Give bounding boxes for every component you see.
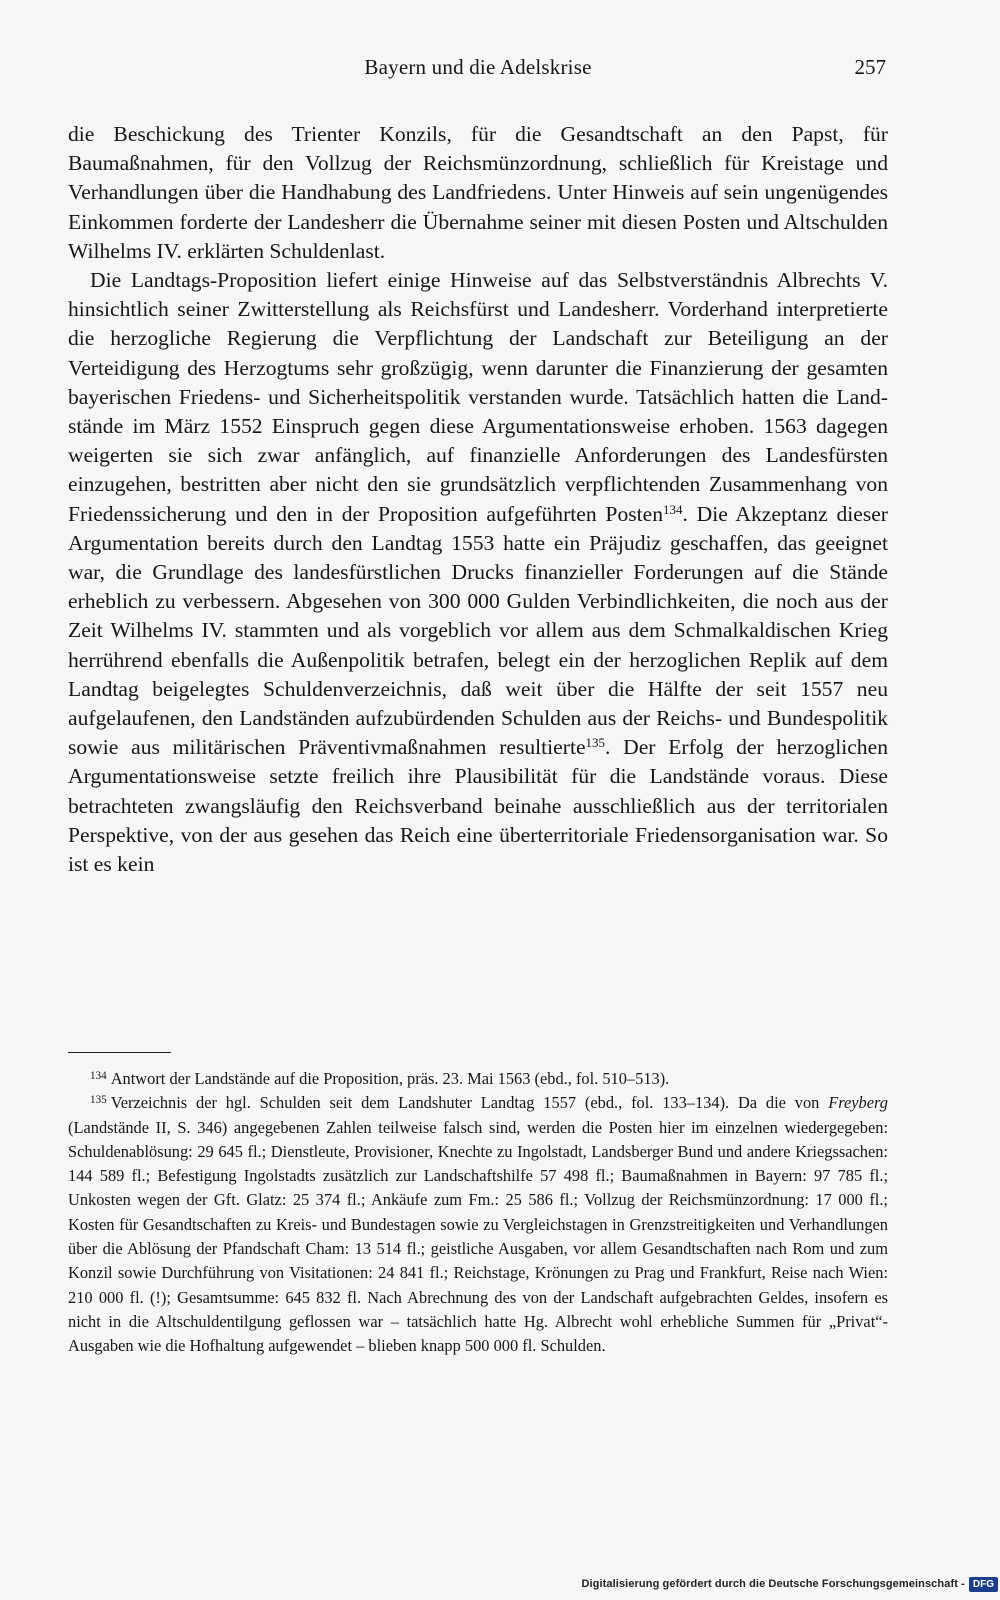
footnote-135-author: Freyberg [828, 1093, 888, 1113]
digitization-credit-bar [581, 1574, 1000, 1594]
running-head: Bayern und die Adelskrise [364, 55, 592, 79]
paragraph-2-text-c: . Der Erfolg der herzoglichen Argumentationsweise setzte freilich ihre Plausibilität für die Landstände voraus. Diese betrachteten zwangsläufig den Reichsverband beinahe ausschließlich aus der territorialen Perspektive, von der aus gesehen das Reich eine überterritoriale Friedensorganisation war. So ist es kein [68, 735, 888, 877]
digitization-credit: Digitalisierung gefördert durch die Deutsche Forschungsgemeinschaft - [581, 1578, 965, 1590]
paragraph-2-text-b: . Die Akzeptanz dieser Argumentation bereits durch den Landtag 1553 hatte ein Präjudiz geschaffen, das geeignet war, die Grundlage des landesfürstlichen Drucks finanzieller Forderungen auf die Stände erheblich zu verbessern. Abgesehen von 300 000 Gulden Verbindlichkeiten, die noch aus der Zeit Wilhelms IV. stammten und als vorgeblich vor allem aus dem Schmalkaldischen Krieg herrührend ebenfalls die Außenpolitik betrafen, belegt ein der herzoglichen Replik auf dem Landtag beigelegtes Schuldenverzeichnis, daß weit über die Hälfte der seit 1557 neu aufgelaufenen, den Landständen aufzubürdenden Schulden aus der Reichs- und Bundespolitik sowie aus militärischen Präventivmaßnahmen resultierte [68, 501, 888, 760]
footnote-134 [68, 1067, 888, 1091]
paragraph-2 [68, 266, 888, 879]
footnote-separator [68, 1052, 171, 1053]
footnote-135-text-a: Verzeichnis der hgl. Schulden seit dem Landshuter Landtag 1557 (ebd., fol. 133–134). Da die von [110, 1093, 829, 1113]
paragraph-1: die Beschickung des Trienter Konzils, für die Gesandtschaft an den Papst, für Baumaßnahmen, für den Vollzug der Reichsmünzordnung, schließlich für Kreistage und Verhandlungen über die Handhabung des Landfriedens. Unter Hinweis auf sein ungenügendes Einkommen forderte der Landesherr die Übernahme seiner mit diesen Posten und Altschulden Wilhelms IV. erklärten Schuldenlast. [68, 122, 888, 263]
footnotes [68, 1067, 888, 1359]
paragraph-2-text-a: Die Landtags-Proposition liefert einige Hinweise auf das Selbstverständnis Albrechts V. hinsichtlich seiner Zwitterstellung als Reichsfürst und Landesherr. Vorderhand interpretierte die herzogliche Regierung die Verpflichtung der Landschaft zur Beteiligung an der Verteidigung des Herzogtums sehr großzügig, wenn darunter die Finanzierung der gesamten bayerischen Friedens- und Sicherheitspolitik verstanden wurde. Tatsächlich hatten die Landstände im März 1552 Einspruch gegen diese Argumentationsweise erhoben. 1563 dagegen weigerten sie sich zwar anfänglich, auf finanzielle Anforderungen des Landesfürsten einzugehen, bestritten aber nicht den sie grundsätzlich verpflichtenden Zusammenhang von Friedenssicherung und den in der Proposition aufgeführten Posten [68, 268, 888, 526]
dfg-logo: DFG [969, 1577, 998, 1592]
footnote-134-number: 134 [90, 1069, 107, 1082]
footnote-ref-134[interactable]: 134 [663, 501, 683, 517]
main-text [68, 120, 888, 879]
page-header [68, 55, 888, 87]
footnote-135 [68, 1091, 888, 1358]
page-number: 257 [854, 55, 886, 79]
footnote-134-text: Antwort der Landstände auf die Proposition, präs. 23. Mai 1563 (ebd., fol. 510–513). [110, 1069, 670, 1088]
footnote-ref-135[interactable]: 135 [585, 735, 605, 751]
footnote-135-number: 135 [90, 1094, 107, 1107]
footnote-135-text-b: (Landstände II, S. 346) angegebenen Zahlen teilweise falsch sind, werden die Posten hier im einzelnen wiedergegeben: Schuldenablösung: 29 645 fl.; Dienstleute, Provisioner, Knechte zu Ingolstadt, Landsberger Bund und andere Kriegssachen: 144 589 fl.; Befestigung Ingolstadts zusätzlich zur Landschaftshilfe 57 498 fl.; Baumaßnahmen in Bayern: 97 785 fl.; Unkosten wegen der Gft. Glatz: 25 374 fl.; Ankäufe zum Fm.: 25 586 fl.; Vollzug der Reichsmünzordnung: 17 000 fl.; Kosten für Gesandtschaften zu Kreis- und Bundestagen sowie zu Vergleichstagen in Grenzstreitigkeiten und Verhandlungen über die Ablösung der Pfandschaft Cham: 13 514 fl.; geistliche Ausgaben, vor allem Gesandtschaften nach Rom und zum Konzil sowie Durchführung von Visitationen: 24 841 fl.; Reichstage, Krönungen zu Prag und Frankfurt, Reise nach Wien: 210 000 fl. (!); Gesamtsumme: 645 832 fl. Nach Abrechnung des von der Landschaft aufgebrachten Geldes, insofern es nicht in die Altschuldentilgung geflossen war – tatsächlich hatte Hg. Albrecht wohl erhebliche Summen für „Privat“-Ausgaben wie die Hofhaltung aufgewendet – blieben knapp 500 000 fl. Schulden. [68, 1117, 888, 1356]
